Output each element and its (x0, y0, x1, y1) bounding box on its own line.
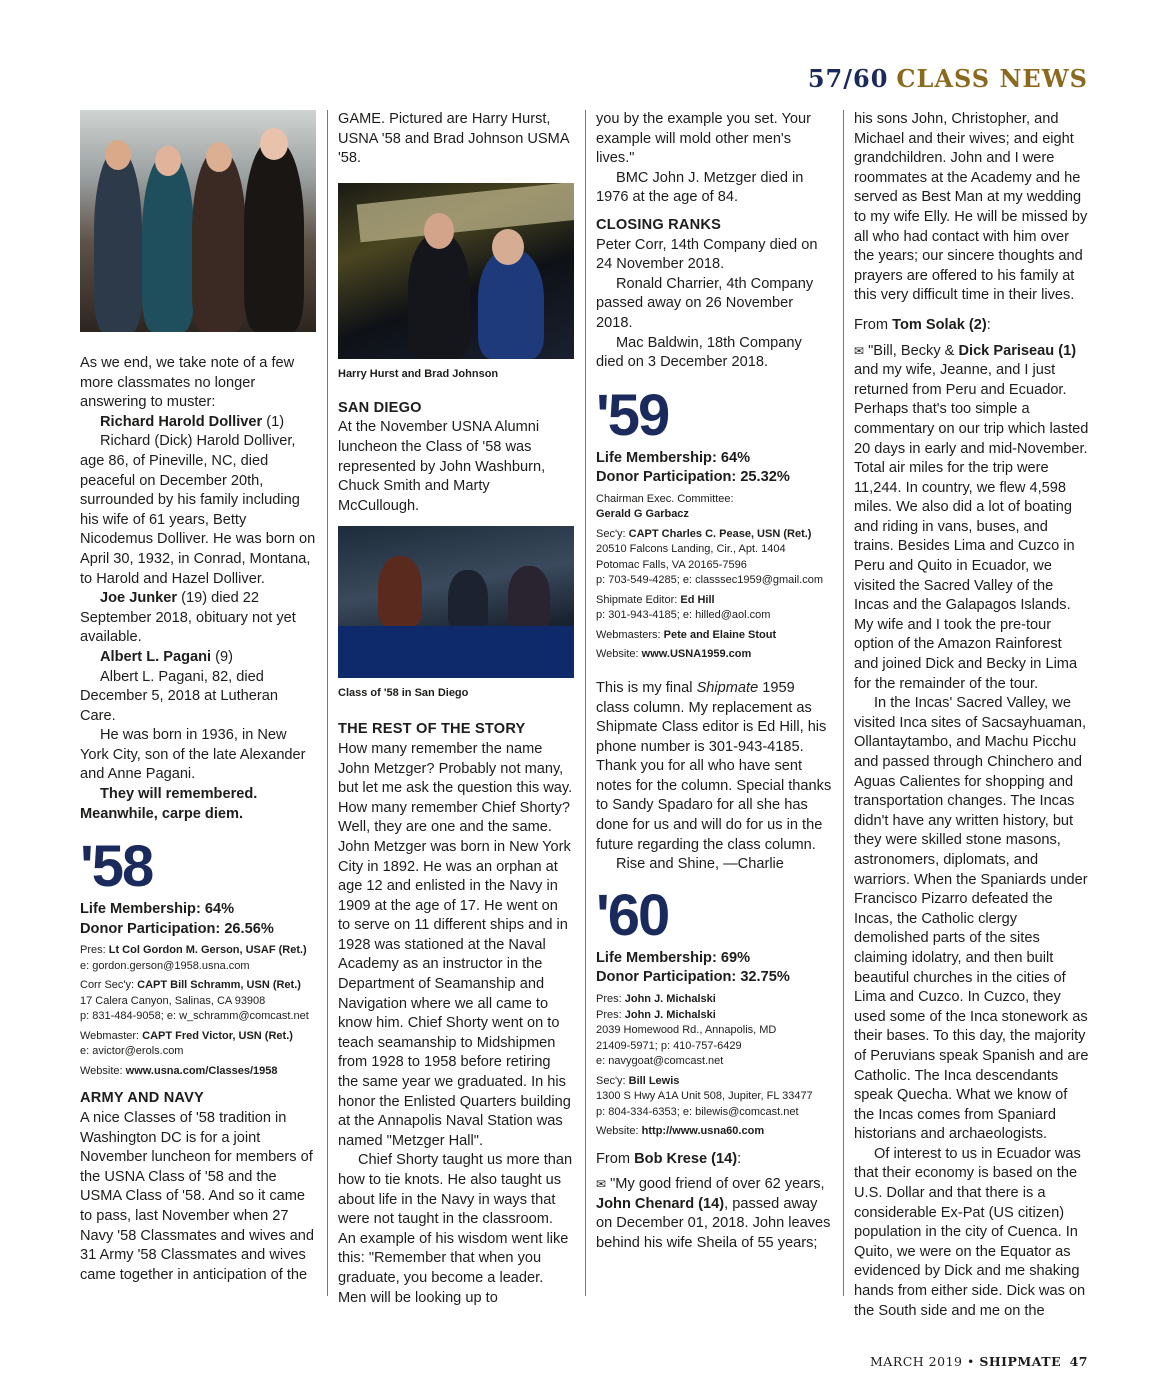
from-name-solak: Tom Solak (2) (892, 316, 987, 333)
class-58-heading: '58 (80, 834, 153, 900)
rest-of-story-heading: THE REST OF THE STORY (338, 721, 526, 738)
life-membership-59: Life Membership: 64% (596, 449, 751, 466)
company-number: (9) (211, 648, 233, 665)
obit-text-pagani: Albert L. Pagani, 82, died December 5, 2018 at Lutheran Care. (80, 668, 278, 724)
envelope-icon: ✉ (854, 343, 865, 358)
page-footer (870, 1354, 1088, 1369)
solak-text-b: and my wife, Jeanne, and I just returned from Peru and Ecuador. Perhaps that's too simple a commentary on our trip which lasted 20 days in early and mid-November. Total air miles for the trip were 11,244. In country, we flew 4,598 miles. We also did a lot of boating and riding in vans, buses, and trains. Besides Lima and Cuzco in Peru and Quito in Ecuador, we visited the Sacred Valley of the Incas and the Galapagos Islands. My wife and I took the pre-tour option of the Amazon Rainforest and joined Dick and Becky in Lima for the remainder of the tour. (854, 362, 1089, 692)
san-diego-heading: SAN DIEGO (338, 399, 422, 416)
final-text-b: 1959 class column. My replacement as Shipmate Class editor is Ed Hill, his phone number is 301-943-4185. Thank you for all who have sent notes for the column. Special thanks to Sandy Spadaro for all she has done for us and will do for us in the future regarding the class column. (596, 679, 832, 853)
krese-name-chenard: John Chenard (14) (596, 1195, 725, 1212)
website-link-60[interactable]: http://www.usna60.com (641, 1125, 765, 1138)
colon: : (737, 1150, 742, 1167)
webmasters-label: Webmasters: (596, 628, 664, 641)
pres-label: Pres: (596, 1008, 625, 1021)
photo-four-women (80, 110, 316, 332)
donor-participation-60: Donor Participation: 32.75% (596, 969, 790, 986)
closing-ranks-1: Peter Corr, 14th Company died on 24 November 2018. (596, 236, 818, 273)
chenard-continued-text: his sons John, Christopher, and Michael and their wives; and eight grandchildren. John and I were roommates at the Academy and he served as Best Man at my wedding to my wife Elly. He will be missed by all who had contact with him over the years; our sincere thoughts and prayers are offered to his family at this very difficult time in their lives. (854, 111, 1088, 304)
footer-separator: • (966, 1354, 975, 1369)
pres-name-58: Lt Col Gordon M. Gerson, USAF (Ret.) (108, 944, 307, 957)
life-membership-60: Life Membership: 69% (596, 949, 751, 966)
donor-participation-58: Donor Participation: 26.56% (80, 920, 274, 937)
secy-contact-59: p: 703-549-4285; e: classsec1959@gmail.com (596, 574, 824, 587)
krese-text-a: "My good friend of over 62 years, (610, 1176, 825, 1193)
army-navy-text: A nice Classes of '58 tradition in Washington DC is for a joint November luncheon for members of the USNA Class of '58 and the USMA Class of '58. And so it came to pass, last November when 27 Navy '58 Classmates and wives and 31 Army '58 Classmates and wives came together in anticipation of the (80, 1110, 314, 1283)
pres-label: Pres: (80, 944, 109, 957)
photo-caption-san-diego: Class of '58 in San Diego (338, 687, 469, 700)
signoff: Rise and Shine, —Charlie (616, 856, 784, 873)
closing-line-1: They will remembered. (100, 786, 258, 803)
corr-address-58: 17 Calera Canyon, Salinas, CA 93908 (80, 994, 266, 1007)
chairman-label: Chairman Exec. Committee: (596, 492, 734, 505)
photo-caption-hurst-johnson: Harry Hurst and Brad Johnson (338, 367, 499, 380)
website-label: Website: (80, 1064, 126, 1077)
editor-label: Shipmate Editor: (596, 593, 681, 606)
webmaster-email-58: e: avictor@erols.com (80, 1045, 184, 1058)
webmaster-name-58: CAPT Fred Victor, USN (Ret.) (142, 1029, 293, 1042)
game-continued-text: GAME. Pictured are Harry Hurst, USNA '58 and Brad Johnson USMA '58. (338, 111, 569, 167)
pres-name-60-1: John J. Michalski (624, 993, 716, 1006)
corr-name-58: CAPT Bill Schramm, USN (Ret.) (137, 979, 301, 992)
obit-intro: As we end, we take note of a few more classmates no longer answering to muster: (80, 355, 295, 411)
column-3 (596, 110, 832, 1254)
obit-text-dolliver: Richard (Dick) Harold Dolliver, age 86, of Pineville, NC, died peaceful on December 20th, surrounded by his family including his wife of 61 years, Betty Nicodemus Dolliver. He was born on April 30, 1932, in Conrad, Montana, to Harold and Hazel Dolliver. (80, 433, 316, 587)
solak-text-a: "Bill, Becky & (868, 342, 959, 359)
final-column-text (596, 679, 832, 855)
column-divider (327, 110, 328, 1296)
san-diego-text: At the November USNA Alumni luncheon the Class of '58 was represented by John Washburn, Chuck Smith and Marty McCullough. (338, 419, 546, 514)
closing-ranks-2: Ronald Charrier, 4th Company passed away on 26 November 2018. (596, 275, 814, 331)
website-link-59[interactable]: www.USNA1959.com (641, 648, 752, 661)
issue-date: MARCH 2019 (870, 1354, 963, 1369)
corr-label: Corr Sec'y: (80, 979, 138, 992)
column-1 (80, 110, 316, 1285)
column-2 (338, 110, 574, 1308)
secy-name-59: CAPT Charles C. Pease, USN (Ret.) (628, 527, 812, 540)
pres-email-58: e: gordon.gerson@1958.usna.com (80, 959, 250, 972)
webmasters-name-59: Pete and Elaine Stout (663, 628, 777, 641)
donor-participation-59: Donor Participation: 25.32% (596, 469, 790, 486)
column-divider (843, 110, 844, 1296)
obit-name-junker: Joe Junker (100, 590, 178, 607)
closing-line-2: Meanwhile, carpe diem. (80, 805, 244, 822)
secy-address-60: 1300 S Hwy A1A Unit 508, Jupiter, FL 33477 (596, 1090, 813, 1103)
from-name-krese: Bob Krese (14) (634, 1150, 738, 1167)
solak-name-pariseau: Dick Pariseau (1) (958, 342, 1077, 359)
section-title: CLASS NEWS (896, 64, 1088, 93)
website-label: Website: (596, 648, 642, 661)
class-60-heading: '60 (596, 882, 669, 948)
envelope-icon: ✉ (596, 1177, 607, 1192)
final-text-a: This is my final (596, 679, 697, 696)
shipmate-italic: Shipmate (696, 679, 759, 696)
webmaster-label: Webmaster: (80, 1029, 143, 1042)
corr-contact-58: p: 831-484-9058; e: w_schramm@comcast.net (80, 1010, 309, 1023)
army-navy-heading: ARMY AND NAVY (80, 1090, 204, 1107)
column-divider (585, 110, 586, 1296)
life-membership-58: Life Membership: 64% (80, 901, 235, 918)
magazine-name: SHIPMATE (979, 1354, 1062, 1369)
secy-contact-60: p: 804-334-6353; e: bilewis@comcast.net (596, 1105, 799, 1118)
page-number: 47 (1069, 1354, 1088, 1369)
obit-text-junker: (19) died 22 September 2018, obituary not yet available. (80, 590, 296, 646)
pres-email-60: e: navygoat@comcast.net (596, 1055, 724, 1068)
website-label: Website: (596, 1125, 642, 1138)
closing-ranks-heading: CLOSING RANKS (596, 216, 722, 233)
secy-label: Sec'y: (596, 1074, 629, 1087)
from-label: From (596, 1150, 635, 1167)
chairman-name-59: Gerald G Garbacz (596, 508, 689, 521)
website-link-58[interactable]: www.usna.com/Classes/1958 (125, 1064, 278, 1077)
obit-name-dolliver: Richard Harold Dolliver (100, 413, 263, 430)
colon: : (986, 316, 991, 333)
section-header (808, 64, 1088, 93)
rest-of-story-text: How many remember the name John Metzger? Probably not many, but let me ask the question this way. How many remember Chief Shorty? Well, they are one and the same. John Metzger was born in New York City in 1892. He was an orphan at age 12 and enlisted in the Navy in 1909 at the age of 17. He went on to serve on 11 different ships and in 1928 was stationed at the Naval Academy as an instructor in the Department of Seamanship and Navigation where we all came to know him. Chief Shorty went on to teach seamanship to Midshipmen from 1928 to 1958 before retiring the same year we graduated. In his honor the Enlisted Quarters building at the Annapolis Naval Station was named "Metzger Hall". (338, 740, 573, 1149)
obit-name-pagani: Albert L. Pagani (100, 648, 212, 665)
pres-address-60-2: 21409-5971; p: 410-757-6429 (596, 1039, 742, 1052)
editor-contact-59: p: 301-943-4185; e: hilled@aol.com (596, 609, 771, 622)
pres-address-60-1: 2039 Homewood Rd., Annapolis, MD (596, 1024, 777, 1037)
secy-name-60: Bill Lewis (628, 1074, 680, 1087)
secy-address-59-1: 20510 Falcons Landing, Cir., Apt. 1404 (596, 543, 786, 556)
rest-of-story-text-2: Chief Shorty taught us more than how to tie knots. He also taught us about life in the Navy in ways that were not taught in the classroom. An example of his wisdom went like this: "Remember that when you graduate, you become a leader. Men will be looking up to (338, 1152, 573, 1306)
pres-label: Pres: (596, 993, 625, 1006)
photo-hurst-johnson (338, 183, 574, 359)
column-4 (854, 110, 1090, 1321)
editor-name-59: Ed Hill (680, 593, 715, 606)
company-number: (1) (262, 413, 285, 430)
bmc-metzger-text: BMC John J. Metzger died in 1976 at the age of 84. (596, 169, 804, 206)
krese-text-b: , passed away on December 01, 2018. John leaves behind his wife Sheila of 55 years; (596, 1195, 831, 1251)
photo-san-diego (338, 526, 574, 678)
secy-label: Sec'y: (596, 527, 629, 540)
incas-text: In the Incas' Sacred Valley, we visited Inca sites of Sacsayhuaman, Ollantaytambo, and Machu Picchu and passed through Chinchero and Aguas Calientes for shopping and transportation changes. The Incas didn't have any written history, but they were skilled stone masons, astronomers, diplomats, and warriors. When the Spaniards under Francisco Pizarro defeated the Incas, the Catholic clergy demolished parts of the sites claiming idolatry, and then built beautiful churches in the cities of Lima and Cuzco. In Cuzco, they used some of the Inca stonework as their bases. To this day, the majority of Peruvians speak Spanish and are Catholic. The Inca descendants speak Quecha. What we know of the Incas comes from Spaniard historians and archaeologists. (854, 695, 1089, 1143)
secy-address-59-2: Potomac Falls, VA 20165-7596 (596, 558, 747, 571)
from-label: From (854, 316, 893, 333)
obit-text-pagani-2: He was born in 1936, in New York City, son of the late Alexander and Anne Pagani. (80, 727, 306, 783)
story-continued-text: you by the example you set. Your example will mold other men's lives." (596, 111, 811, 167)
class-59-heading: '59 (596, 382, 669, 448)
pres-name-60-2: John J. Michalski (624, 1008, 716, 1021)
closing-ranks-3: Mac Baldwin, 18th Company died on 3 December 2018. (596, 334, 802, 371)
ecuador-text: Of interest to us in Ecuador was that their economy is based on the U.S. Dollar and that there is a considerable Ex-Pat (US citizen) population in the city of Cuenca. In Quito, we were on the Equator as evidenced by Dick and me shaking hands from either side. Dick was on the South side and me on the (854, 1145, 1086, 1319)
class-range: 57/60 (807, 64, 889, 93)
